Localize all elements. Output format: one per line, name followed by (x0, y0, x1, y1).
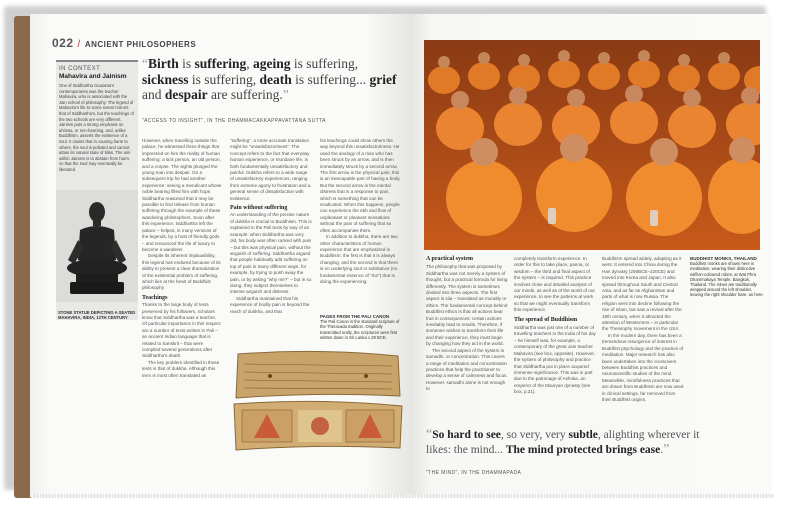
close-quote-mark: ” (282, 87, 289, 102)
pali-canon-caption-title: PAGES FROM THE PALI CANON (320, 314, 390, 319)
right-column-3: Buddhism spread widely, adapting as it went. It entered into China during the Han dynasty (206BCE–220CE) and moved into Korea and Japan. It also spread throughout South and Central Asia, and as far as Afghanistan and parts of what is now Russia. The religion went into decline following the rise of Islam, but saw a revival after the 19th century, when it attracted the attention of Westerners – in particular the Theosophy movement in the USA. In the modern day, there has been a tremendous resurgence of interest in Buddhist psychology and the practice of meditation. Major research has also been undertaken into the crossovers between Buddhist practices and neuroscientific studies of the mind. Meanwhile, mindfulness practices that are drawn from Buddhism are now used in clinical settings, far removed from their Buddhist origins. (602, 256, 684, 402)
pull-quote-bottom: “So hard to see, so very, very subtle, alighting wherever it likes: the mind... The mind protected brings ease.” (426, 427, 700, 457)
in-context-title: Mahavira and Jainism (59, 73, 127, 80)
monks-meditating-illustration (424, 40, 760, 250)
buddhist-monks-photo (424, 40, 760, 250)
palm-leaf-manuscript-illustration (230, 348, 406, 456)
statue-illustration (56, 190, 138, 302)
open-quote-mark: “ (426, 427, 433, 442)
in-context-text: One of Siddhartha Gautama's contemporaries was the teacher Mahavira, who is associated with the Jain school of philosophy. The legend of Mahavira's life to some extent mirrors that of Siddhartha's, but the teachings of the two schools are very different. Jainism puts a strong emphasis on ahimsa, or non-harming, and, unlike Buddhism, asserts the existence of a soul. It claims that in causing harm to others, the soul is polluted and cannot attain its natural state of bliss. The aim within Jainism is to abstain from harm, so that the soul may eventually be liberated. (59, 83, 134, 172)
open-book (14, 14, 776, 500)
pali-canon-photo (230, 348, 406, 456)
pali-canon-caption-text: The Pali Canon is the standard scripture of the Theravada tradition. Originally transmitted orally, the scriptures were first written down in Sri Lanka c.29 BCE. (320, 319, 400, 340)
monks-caption (690, 256, 764, 298)
pull-quote-top: “Birth is suffering, ageing is suffering, sickness is suffering, death is suffering... grief and despair are suffering.” (142, 56, 397, 102)
pull-quote-top-source: "ACCESS TO INSIGHT", IN THE DHAMMACAKKAPPAVATTANA SUTTA (142, 118, 326, 124)
right-column-1: A practical system The philosophy that was proposed by Siddhartha was not merely a system of thought, but a practical formula for living differently. The system is sometimes divided into three aspects. The first aspect is sila – translated as morality or ethics. The fundamental concept behind Buddhist ethics is that all actions bear fruit in consequences: certain actions inevitably lead to results. Therefore, if someone wishes to transform their life and their experience, they must begin by changing how they act in the world. The second aspect of the system is samadhi, or concentration. This covers a range of meditation and concentration practices that help the practitioner to develop a sense of calmness and focus. However, samadhi alone is not enough to (426, 256, 508, 392)
running-header (52, 36, 196, 50)
heading-practical-system: A practical system (426, 256, 473, 262)
body-column-3: his teachings could show others the way beyond this unsatisfactoriness. He used the analogy of a man who has been struck by an arrow, and is then immediately struck by a second arrow. The first arrow is the physical pain; this is an inescapable part of having a body. But the second arrow is the mental distress that is a response to pain, which is something that can be eradicated. When this happens, people can experience the ebb and flow of unpleasant or pleasant sensations without the pain of suffering that so often accompanies them. In addition to dukkha, there are two other characteristics of human experience that are emphasized in Buddhism: the first is that it is always changing, and the second is that there is no underlying soul or substance (no fundamental essence of "me") that is doing the experiencing. (320, 138, 401, 284)
right-page (410, 14, 772, 498)
statue-caption: STONE STATUE DEPICTING A SEATED MAHAVIRA, INDIA, 12TH CENTURY (58, 310, 136, 320)
heading-teachings: Teachings (142, 294, 168, 301)
pali-canon-caption (320, 314, 400, 340)
close-quote-mark: ” (663, 441, 670, 457)
in-context-label: IN CONTEXT (59, 66, 101, 72)
mahavira-statue-photo (56, 190, 138, 302)
right-column-2: completely transform experience. In order for this to take place, panna, or wisdom – the third and final aspect of the system – is required. This practice involves close and detailed analysis of our minds, as well as of the world of our experience, to see the patterns at work so that we might eventually transform this experience. The spread of Buddhism Siddhartha was just one of a number of travelling teachers in the India of his day – he himself was, for example, a contemporary of the great Jain teacher Mahavira (see box, opposite). However, the system of philosophy and practice that Siddhartha put in place acquired immense significance. This was in part due to the patronage of Ashoka, an emperor of the Mauryan dynasty (see box, p.21). (514, 256, 596, 395)
section-title: ANCIENT PHILOSOPHERS (84, 40, 197, 49)
left-page (30, 14, 410, 498)
page-number: 022 (52, 36, 74, 50)
heading-spread-of-buddhism: The spread of Buddhism (514, 316, 578, 323)
monks-caption-title: BUDDHIST MONKS, THAILAND (690, 256, 757, 261)
pull-quote-bottom-source: "THE MIND", IN THE DHAMMAPADA (426, 470, 522, 476)
page-edges (34, 494, 774, 498)
monks-caption-text: Buddhist monks are shown here in meditation, wearing their distinctive saffron-coloured robes, at Wat Phra Dhammakaya Temple, Bangkok, Thailand. The robes are traditionally wrapped around the left shoulder, leaving the right shoulder bare, as here. (690, 261, 764, 298)
header-separator: / (77, 39, 81, 50)
open-quote-mark: “ (142, 56, 148, 71)
heading-pain-without-suffering: Pain without suffering (230, 205, 288, 212)
body-column-1: However, when travelling outside the palace, he witnessed three things that impressed on him the reality of human suffering: a sick person, an old person, and a corpse. The sights plunged the young man into despair. On a subsequent trip he had another experience: seeing a mendicant whose noble bearing filled him with hope. Siddhartha reasoned that it may be possible to find release from human suffering through the example of these wandering philosophers. Soon after this experience, Siddhartha left the palace – helped, in many versions of the legends, by a host of friendly gods – and renounced the life of luxury to become a wanderer. Despite its inherent implausibility, this legend has endured because of its ability to present a clear dramatization of the existential problem of suffering, which lies at the heart of Buddhist philosophy. Teachings Thanks to the large body of texts preserved by his followers, scholars know that Siddhartha was a teacher. Of particular importance in this respect are a number of texts written in Pali – an ancient Indian language that is related to Sanskrit – that were compiled several generations after Siddhartha's death. The key problem identified in these texts is that of dukkha. Although this term is most often translated as (142, 138, 222, 378)
body-column-2: "suffering", a more accurate translation might be "unsatisfactoriness". The concept refers to the fact that everyday human experience, or mundane life, is both fundamentally unsatisfactory and painful. Dukkha refers to a wide range of unsatisfactory experiences, ranging from extreme agony to frustration and a general sense of dissatisfaction with existence. Pain without suffering An understanding of the precise nature of dukkha is crucial to Buddhism. This is explained in the Pali texts by way of an example: when Siddhartha was very old, his body was often racked with pain – but this was physical pain, without the anguish of suffering. Siddhartha argued that people habitually add suffering on top of pain in many different ways, for example, by trying to push away the pain, or by asking "why me?" – but in so doing, they subject themselves to intense anguish and distress. Siddhartha maintained that his experience of bodily pain is beyond the reach of dukkha, and that (230, 138, 312, 314)
